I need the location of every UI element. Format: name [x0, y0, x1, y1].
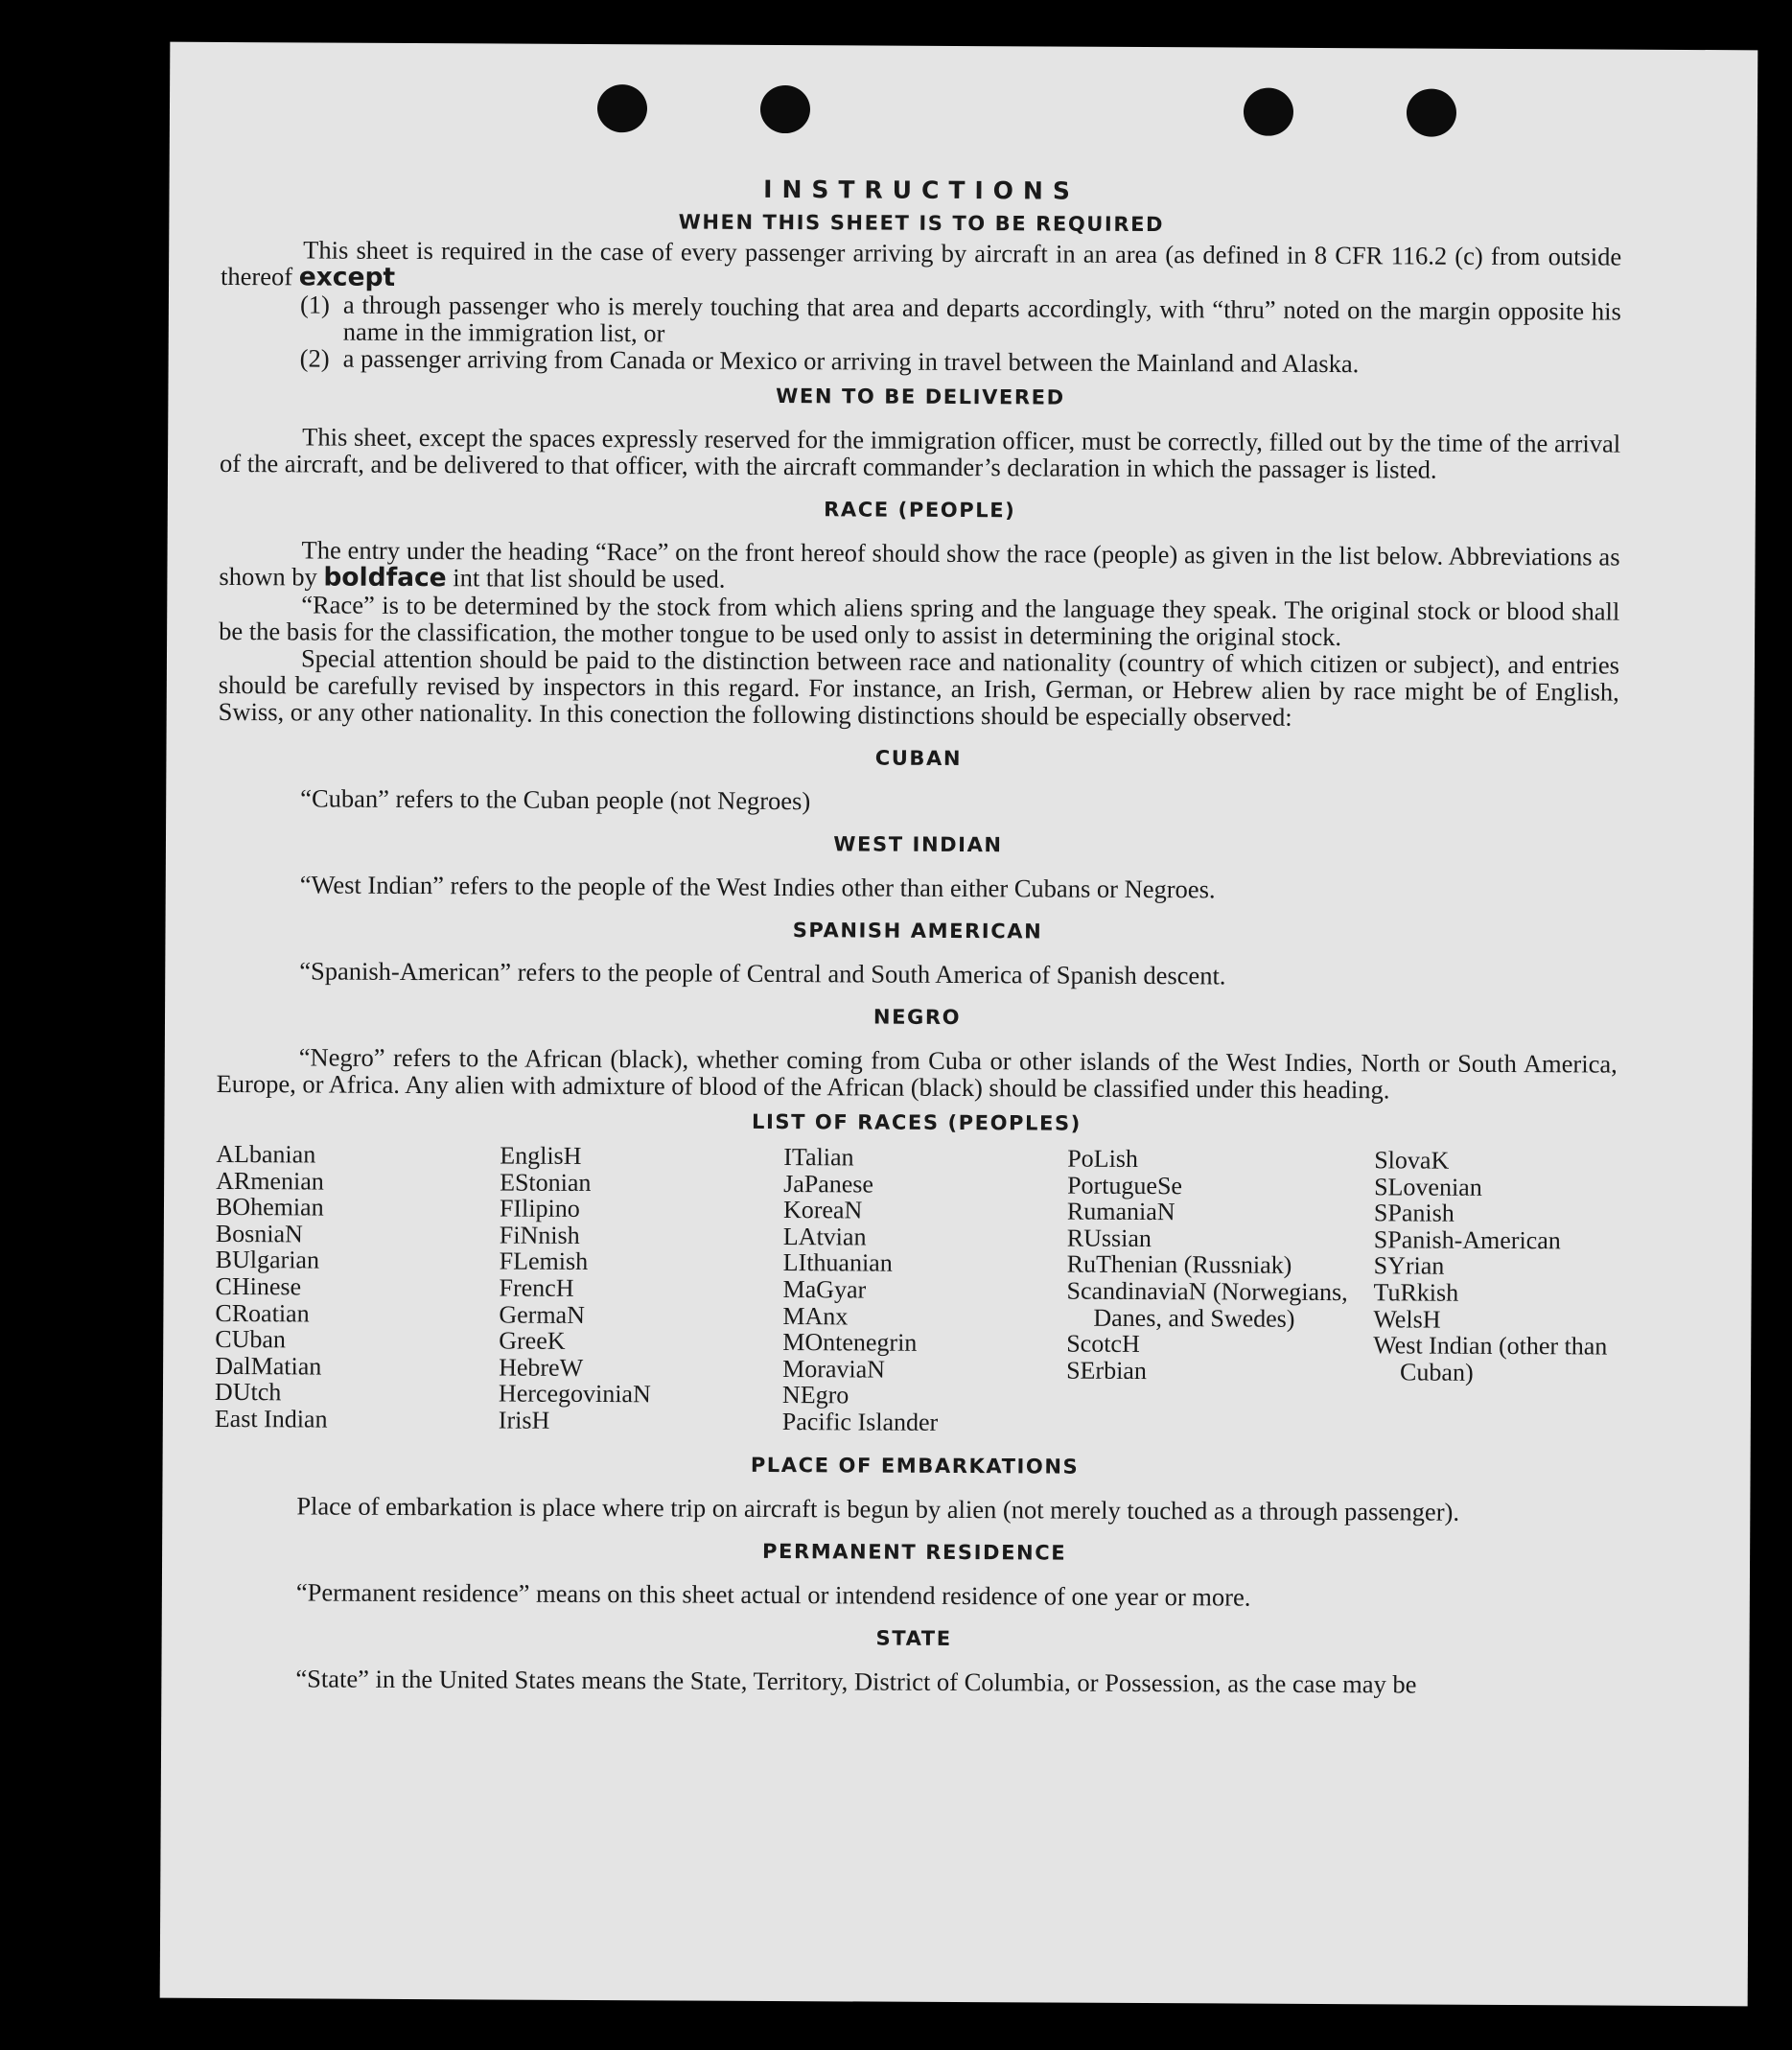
race-entry: EnglisH	[500, 1141, 582, 1170]
race-paragraph-3: Special attention should be paid to the distinction between race and nationality (country of which citizen or subject), and entries should be carefully revised by inspectors in this regard. For instance, an Irish, German, or Hebrew alien by race might be of English, Swiss, or any other nationality. In this conection the following distinctions should be especially observed:	[218, 643, 1620, 732]
race-entry: CHinese	[215, 1271, 302, 1301]
exception-item: (2) a passenger arriving from Canada or Mexico or arriving in travel between the Mainland and Alaska.	[299, 343, 1360, 379]
races-column	[1066, 1146, 1375, 1438]
race-entry: LIthuanian	[782, 1248, 893, 1278]
punch-hole	[1244, 88, 1293, 136]
race-entry: EStonian	[500, 1168, 592, 1197]
race-entry: East Indian	[214, 1404, 328, 1433]
permanent-residence-text: “Permanent residence” means on this sheet actual or intendend residence of one year or more.	[295, 1576, 1251, 1612]
race-entry: RUssian	[1066, 1223, 1152, 1252]
race-entry: PoLish	[1067, 1144, 1139, 1173]
negro-text: “Negro” refers to the African (black), whether coming from Cuba or other islands of the West Indies, North or South America, Europe, or Africa. Any alien with admixture of blood of the African (black) should be classified under this heading.	[216, 1042, 1617, 1105]
race-entry: RumaniaN	[1066, 1197, 1175, 1226]
races-column	[1373, 1147, 1617, 1439]
punch-hole	[1407, 88, 1456, 136]
race-entry: ScandinaviaN (Norwegians, Danes, and Swedes)	[1066, 1276, 1348, 1333]
section-heading-spanish-american: SPANISH AMERICAN	[792, 919, 1043, 943]
race-entry: MAnx	[782, 1301, 849, 1330]
race-entry: CUban	[215, 1325, 287, 1354]
section-heading-when-delivered: WEN TO BE DELIVERED	[776, 384, 1065, 409]
section-heading-permanent-residence: PERMANENT RESIDENCE	[761, 1539, 1067, 1565]
race-entry: BosniaN	[215, 1219, 303, 1248]
race-entry: BUlgarian	[215, 1246, 320, 1274]
race-entry: CRoatian	[215, 1298, 310, 1328]
races-column	[782, 1144, 1068, 1436]
race-entry: PortugueSe	[1067, 1171, 1183, 1200]
races-column	[499, 1142, 784, 1434]
race-entry: SErbian	[1066, 1356, 1147, 1385]
section-heading-embarkation: PLACE OF EMBARKATIONS	[750, 1453, 1080, 1479]
race-entry: ITalian	[783, 1143, 854, 1172]
spanish-american-text: “Spanish-American” refers to the people of Central and South America of Spanish descent.	[299, 956, 1226, 990]
race-entry: NEgro	[781, 1381, 849, 1409]
when-required-intro: This sheet is required in the case of every passenger arriving by aircraft in an area (as defined in 8 CFR 116.2 (c) from outside thereof except	[220, 235, 1622, 292]
race-paragraph-1: The entry under the heading “Race” on the front hereof should show the race (people) as given in the list below. Abbreviations as shown by boldface int that list should be used.	[219, 535, 1620, 594]
race-entry: DUtch	[214, 1378, 282, 1407]
cuban-text: “Cuban” refers to the Cuban people (not Negroes)	[300, 783, 811, 816]
race-entry: Pacific Islander	[781, 1407, 939, 1436]
race-entry: DalMatian	[215, 1351, 322, 1381]
race-entry: HebreW	[499, 1353, 584, 1382]
race-entry: IrisH	[498, 1406, 550, 1434]
race-entry: FiNnish	[499, 1221, 580, 1249]
races-column	[215, 1141, 500, 1433]
section-heading-negro: NEGRO	[873, 1005, 962, 1030]
embarkation-text: Place of embarkation is place where trip on aircraft is begun by alien (not merely touched as a through passenger).	[296, 1490, 1460, 1526]
when-delivered-text: This sheet, except the spaces expressly reserved for the immigration officer, must be correctly, filled out by the time of the arrival of the aircraft, and be delivered to that officer, with the aircraft commander’s declaration in which the passager is listed.	[219, 422, 1621, 484]
race-paragraph-2: “Race” is to be determined by the stock from which aliens spring and the language they speak. The original stock or blood shall be the basis for the classification, the mother tongue to be used only to assist in determining the original stock.	[219, 590, 1620, 652]
boldface-word: boldface	[323, 562, 447, 594]
section-heading-when-required: WHEN THIS SHEET IS TO BE REQUIRED	[678, 210, 1165, 237]
punch-hole	[597, 84, 647, 132]
punch-hole	[760, 85, 810, 133]
race-entry: MOntenegrin	[782, 1328, 918, 1357]
race-entry: BOhemian	[215, 1193, 324, 1222]
race-entry: RuThenian (Russniak)	[1066, 1249, 1292, 1280]
page-title: INSTRUCTIONS	[763, 175, 1080, 205]
west-indian-text: “West Indian” refers to the people of the West Indies other than either Cubans or Negroes.	[299, 870, 1216, 904]
race-entry: SYrian	[1373, 1251, 1445, 1281]
exception-item: (1) a through passenger who is merely touching that area and departs accordingly, with “thru” noted on the margin opposite his name in the immigration list, or	[299, 290, 1621, 348]
section-heading-state: STATE	[875, 1626, 952, 1650]
except-word: except	[298, 262, 396, 292]
section-heading-cuban: CUBAN	[874, 746, 963, 771]
race-entry: HercegoviniaN	[498, 1379, 651, 1409]
race-entry: FIlipino	[499, 1194, 580, 1223]
race-entry: FLemish	[499, 1246, 589, 1276]
race-entry: GermaN	[499, 1300, 585, 1329]
race-entry: MoraviaN	[782, 1354, 886, 1384]
section-heading-race: RACE (PEOPLE)	[824, 498, 1016, 523]
race-entry: TuRkish	[1373, 1278, 1459, 1307]
race-entry: KoreaN	[782, 1196, 863, 1224]
race-entry: GreeK	[499, 1326, 566, 1356]
races-list	[215, 1141, 1617, 1439]
race-entry: West Indian (other than Cuban)	[1373, 1331, 1608, 1386]
race-entry: SLovenian	[1374, 1172, 1482, 1201]
race-entry: SPanish-American	[1373, 1225, 1561, 1255]
race-entry: SlovaK	[1374, 1146, 1450, 1175]
race-entry: JaPanese	[783, 1169, 874, 1199]
race-entry: WelsH	[1373, 1304, 1441, 1334]
race-entry: ScotcH	[1066, 1329, 1140, 1359]
race-entry: FrencH	[499, 1273, 574, 1302]
race-entry: ARmenian	[216, 1166, 324, 1196]
document-body	[213, 175, 1621, 1698]
state-text: “State” in the United States means the State, Territory, District of Columbia, or Possession, as the case may be	[295, 1663, 1417, 1699]
section-heading-list-of-races: LIST OF RACES (PEOPLES)	[751, 1109, 1082, 1135]
race-entry: MaGyar	[782, 1275, 867, 1304]
instruction-sheet	[160, 42, 1758, 2007]
section-heading-west-indian: WEST INDIAN	[833, 832, 1003, 857]
race-entry: SPanish	[1373, 1199, 1455, 1227]
race-entry: ALbanian	[216, 1139, 316, 1169]
race-entry: LAtvian	[782, 1222, 867, 1251]
